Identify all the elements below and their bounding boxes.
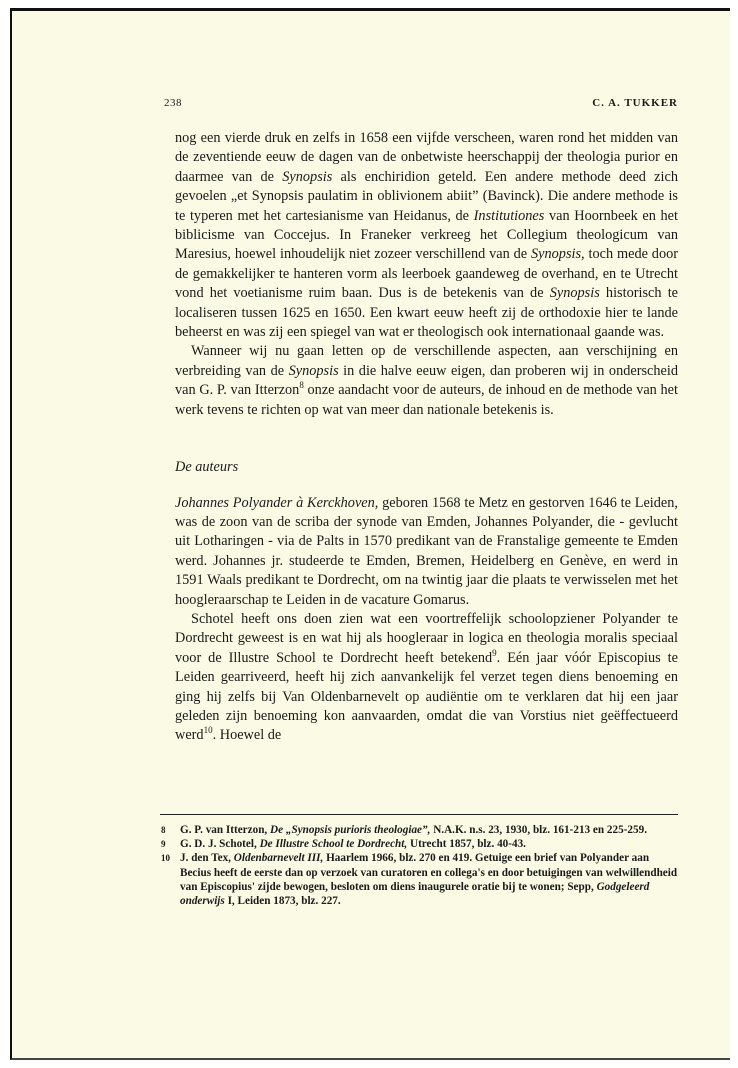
body-text (175, 129, 678, 746)
footnote-number: 10 (161, 853, 170, 864)
paragraph-3: Johannes Polyander à Kerckhoven, geboren 1568 te Metz en gestorven 1646 te Leiden, was de zoon van de scriba der synode van Emden, Johannes Polyander, die - gevlucht uit Lotharingen - via de Palts in 1570 predikant van de Franstalige gemeente te Emden werd. Johannes jr. studeerde te Emden, Bremen, Heidelberg en Genève, en werd in 1591 Waals predikant te Dordrecht, om na twintig jaar die plaats te verwisselen met het hoogleraarschap te Leiden in de vacature Gomarus. (175, 494, 678, 608)
footnote-number: 9 (161, 839, 166, 850)
footnote-ref-9[interactable]: 9 (492, 647, 497, 658)
running-head-author: C. A. TUKKER (592, 97, 678, 109)
footnotes (160, 814, 678, 908)
footnote-8: 8 G. P. van Itterzon, De „Synopsis purioris theologiae”, N.A.K. n.s. 23, 1930, blz. 161-213 en 225-259. (161, 824, 647, 836)
page-number: 238 (164, 97, 182, 109)
footnote-10: 10 J. den Tex, Oldenbarnevelt III, Haarlem 1966, blz. 270 en 419. Getuige een brief van Polyander aan Becius heeft de eerste dan op verzoek van curatoren en collega's en door betuigingen van welwillendheid van Episcopius' zijde bewogen, besloten om diens inaugurele oratie bij te wonen; Sepp, Godgeleerd onderwijs I, Leiden 1873, blz. 227. (161, 852, 678, 908)
footnote-ref-10[interactable]: 10 (203, 725, 213, 736)
document-page (10, 8, 730, 1060)
paragraph-1: nog een vierde druk en zelfs in 1658 een vijfde verscheen, waren rond het midden van de zeventiende eeuw de dagen van de onbetwiste heerschappij der theologia purior en daarmee van de Synopsis als enchiridion geteld. Een andere methode deed zich gevoelen „et Synopsis paulatim in oblivionem abiit” (Bavinck). Die andere methode is te typeren met het cartesianisme van Heidanus, de Institutiones van Hoornbeek en het biblicisme van Coccejus. In Franeker verkreeg het Collegium theologicum van Maresius, hoewel inhoudelijk niet zozeer verschillend van de Synopsis, toch mede door de gemakkelijker te hanteren vorm als leerboek gaandeweg de overhand, en te Utrecht vond het voetianisme ruim baan. Dus is de betekenis van de Synopsis historisch te localiseren tussen 1625 en 1650. Een kwart eeuw heeft zij de orthodoxie hier te lande beheerst en was zij een spiegel van wat er theologisch ook internationaal gaande was. (175, 130, 679, 341)
footnote-ref-8[interactable]: 8 (299, 380, 304, 391)
paragraph-2: Wanneer wij nu gaan letten op de verschillende aspecten, aan verschijning en verbreiding van de Synopsis in die halve eeuw eigen, dan proberen wij in onderscheid van G. P. van Itterzon$^8$ onze aandacht voor de auteurs, de inhoud en de methode van het werk tevens te richten op wat van meer dan nationale betekenis is. (175, 343, 678, 418)
section-title: De auteurs (175, 459, 239, 476)
paragraph-4: Schotel heeft ons doen zien wat een voortreffelijk schoolopziener Polyander te Dordrecht geweest is en wat hij als hoogleraar in logica en theologia moralis speciaal voor de Illustre School te Dordrecht heeft betekend$^9$. Eén jaar vóór Episcopius te Leiden gearriveerd, heeft hij zich aanvankelijk fel verzet tegen diens benoeming en ging hij zelfs bij Van Oldenbarnevelt op audiëntie om te verklaren dat hij een jaar geleden zijn benoeming kon aanvaarden, omdat die van Vorstius niet geëffectueerd werd$^{10}$. Hoewel de (175, 610, 678, 744)
footnote-number: 8 (161, 825, 166, 835)
footnote-9: 9 G. D. J. Schotel, De Illustre School te Dordrecht, Utrecht 1857, blz. 40-43. (161, 838, 526, 851)
